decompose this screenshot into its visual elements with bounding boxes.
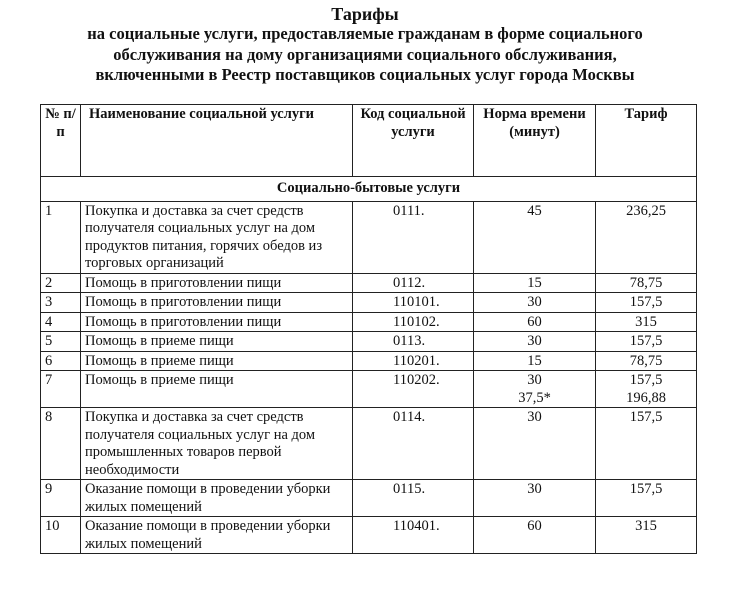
table-row [41, 351, 697, 371]
title-line-2: обслуживания на дому организациями социального обслуживания, [113, 44, 617, 64]
row-code-value: 110102. [393, 313, 440, 330]
row-norm-value: 60 [527, 518, 542, 534]
row-code [353, 371, 474, 408]
row-code [353, 312, 474, 332]
row-norm-value-alt: 37,5* [518, 389, 551, 406]
row-norm-value: 30 [527, 409, 542, 425]
row-num-value: 9 [45, 481, 53, 497]
row-norm [474, 201, 596, 273]
row-tariff-value-alt: 196,88 [626, 389, 666, 406]
table-row [41, 201, 697, 273]
row-code-value: 110401. [393, 518, 440, 534]
document-title [0, 4, 730, 86]
row-num [41, 371, 81, 408]
title-line-1: на социальные услуги, предоставляемые гражданам в форме социального [87, 24, 643, 43]
row-code [353, 293, 474, 313]
row-service-name-value: Покупка и доставка за счет средств получателя социальных услуг на дом продуктов питания, горячих обедов из торговых организаций [85, 202, 323, 271]
row-service-name-value: Помощь в приготовлении пищи [85, 294, 282, 310]
row-service-name-value: Помощь в приеме пищи [85, 333, 234, 349]
row-service-name [81, 408, 353, 480]
row-code [353, 480, 474, 517]
table-row [41, 517, 697, 554]
row-num-value: 7 [45, 372, 53, 388]
row-service-name [81, 273, 353, 293]
row-tariff [596, 371, 697, 408]
section-row [41, 177, 697, 202]
row-norm [474, 408, 596, 480]
row-service-name-value: Покупка и доставка за счет средств получателя социальных услуг на дом промышленных товаров первой необходимости [85, 409, 316, 478]
row-num [41, 332, 81, 352]
row-norm [474, 273, 596, 293]
row-code-value: 0114. [393, 409, 426, 425]
row-num [41, 273, 81, 293]
row-service-name-value: Помощь в приеме пищи [85, 372, 234, 388]
row-norm-value: 15 [527, 352, 542, 369]
row-service-name [81, 201, 353, 273]
table-row [41, 408, 697, 480]
header-tariff: Тариф [596, 105, 697, 177]
row-code [353, 201, 474, 273]
row-code [353, 332, 474, 352]
row-service-name-value: Помощь в приеме пищи [85, 352, 234, 369]
row-tariff [596, 332, 697, 352]
row-tariff-value: 315 [635, 518, 657, 534]
tariff-table [40, 104, 697, 554]
row-tariff [596, 480, 697, 517]
row-num [41, 201, 81, 273]
row-num-value: 10 [45, 518, 60, 534]
row-code-value: 110201. [393, 352, 440, 369]
row-service-name [81, 371, 353, 408]
row-tariff-value: 157,5 [629, 333, 663, 349]
row-norm-value: 45 [527, 202, 542, 219]
row-service-name-value: Оказание помощи в проведении уборки жилых помещений [85, 481, 331, 515]
row-service-name [81, 351, 353, 371]
row-code [353, 273, 474, 293]
row-num-value: 5 [45, 333, 53, 349]
row-norm [474, 351, 596, 371]
row-service-name [81, 293, 353, 313]
row-norm-value: 30 [527, 481, 542, 497]
row-tariff-value: 157,5 [629, 409, 663, 425]
row-num [41, 480, 81, 517]
row-norm [474, 332, 596, 352]
row-norm [474, 312, 596, 332]
row-tariff [596, 293, 697, 313]
row-norm [474, 517, 596, 554]
row-num-value: 6 [45, 352, 53, 369]
row-norm-value: 30 [527, 294, 542, 310]
row-code-value: 110101. [393, 294, 440, 310]
section-title: Социально-бытовые услуги [41, 177, 697, 202]
row-service-name [81, 312, 353, 332]
row-tariff-value: 157,5 [629, 481, 663, 497]
row-code-value: 0113. [393, 333, 426, 349]
row-tariff-value: 78,75 [629, 274, 663, 291]
row-norm [474, 371, 596, 408]
row-norm-value: 60 [527, 313, 542, 330]
row-tariff [596, 408, 697, 480]
table-row [41, 273, 697, 293]
title-main: Тарифы [331, 4, 399, 24]
header-num: № п/п [41, 105, 81, 177]
row-num-value: 1 [45, 202, 53, 219]
row-tariff-value: 157,5 [629, 294, 663, 310]
table-row [41, 332, 697, 352]
row-tariff-value: 78,75 [629, 352, 663, 369]
header-name: Наименование социальной услуги [81, 105, 353, 177]
row-code-value: 0111. [393, 202, 425, 219]
row-code-value: 110202. [393, 372, 440, 388]
row-tariff [596, 273, 697, 293]
title-line-3: включенными в Реестр поставщиков социальных услуг города Москвы [95, 65, 635, 84]
row-num-value: 3 [45, 294, 53, 310]
row-num-value: 8 [45, 409, 53, 425]
row-tariff [596, 517, 697, 554]
row-num [41, 293, 81, 313]
row-num [41, 517, 81, 554]
row-service-name-value: Помощь в приготовлении пищи [85, 313, 282, 330]
row-service-name [81, 517, 353, 554]
row-tariff [596, 201, 697, 273]
row-code [353, 351, 474, 371]
row-code [353, 408, 474, 480]
row-code-value: 0115. [393, 481, 426, 497]
row-num-value: 4 [45, 313, 53, 330]
row-norm-value: 30 [527, 372, 542, 388]
header-norm: Норма времени (минут) [474, 105, 596, 177]
row-tariff-value: 157,5 [629, 372, 663, 388]
table-header-row [41, 105, 697, 177]
header-code: Код социальной услуги [353, 105, 474, 177]
row-service-name [81, 480, 353, 517]
row-service-name [81, 332, 353, 352]
table-row [41, 480, 697, 517]
row-tariff-value: 236,25 [626, 202, 666, 219]
table-row [41, 312, 697, 332]
row-tariff [596, 351, 697, 371]
row-norm-value: 30 [527, 333, 542, 349]
row-service-name-value: Оказание помощи в проведении уборки жилых помещений [85, 518, 331, 552]
row-tariff [596, 312, 697, 332]
row-num [41, 408, 81, 480]
row-num [41, 351, 81, 371]
table-row [41, 371, 697, 408]
row-tariff-value: 315 [635, 313, 657, 330]
row-norm-value: 15 [527, 274, 542, 291]
row-norm [474, 480, 596, 517]
row-service-name-value: Помощь в приготовлении пищи [85, 274, 282, 291]
row-norm [474, 293, 596, 313]
row-num [41, 312, 81, 332]
row-code [353, 517, 474, 554]
row-code-value: 0112. [393, 274, 426, 291]
row-num-value: 2 [45, 274, 53, 291]
table-row [41, 293, 697, 313]
